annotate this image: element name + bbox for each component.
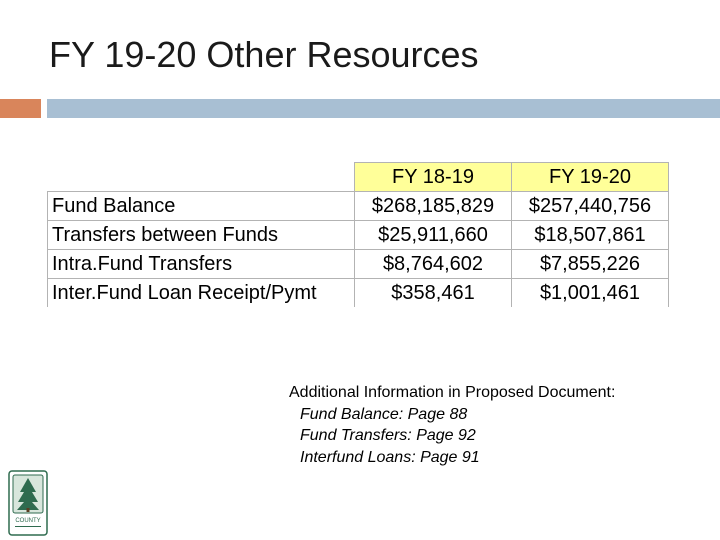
info-line-fund-balance: Fund Balance: Page 88 bbox=[300, 405, 468, 423]
row-label: Fund Balance bbox=[48, 192, 355, 221]
logo-text: COUNTY bbox=[15, 518, 41, 524]
table-row bbox=[48, 250, 669, 279]
slide-title: FY 19-20 Other Resources bbox=[49, 34, 479, 75]
row-label: Inter.Fund Loan Receipt/Pymt bbox=[48, 279, 355, 308]
value-fy1819: $25,911,660 bbox=[355, 221, 512, 250]
accent-bar-blue bbox=[47, 99, 720, 118]
table-row bbox=[48, 221, 669, 250]
table-row bbox=[48, 192, 669, 221]
header-blank-cell bbox=[48, 163, 355, 192]
value-fy1920: $1,001,461 bbox=[512, 279, 669, 308]
info-line-fund-transfers: Fund Transfers: Page 92 bbox=[300, 427, 476, 444]
info-line-interfund-loans: Interfund Loans: Page 91 bbox=[300, 448, 480, 466]
row-label: Transfers between Funds bbox=[48, 221, 355, 250]
value-fy1920: $7,855,226 bbox=[512, 250, 669, 279]
column-header-fy1819: FY 18-19 bbox=[355, 163, 512, 192]
value-fy1920: $18,507,861 bbox=[512, 221, 669, 250]
county-logo-icon bbox=[8, 470, 48, 536]
info-heading: Additional Information in Proposed Document: bbox=[289, 384, 616, 401]
value-fy1920: $257,440,756 bbox=[512, 192, 669, 221]
value-fy1819: $268,185,829 bbox=[355, 192, 512, 221]
other-resources-table bbox=[47, 162, 669, 307]
additional-info-note bbox=[289, 382, 615, 468]
row-label: Intra.Fund Transfers bbox=[48, 250, 355, 279]
accent-bar-orange bbox=[0, 99, 41, 118]
table-header-row bbox=[48, 163, 669, 192]
value-fy1819: $8,764,602 bbox=[355, 250, 512, 279]
value-fy1819: $358,461 bbox=[355, 279, 512, 308]
table-row bbox=[48, 279, 669, 308]
column-header-fy1920: FY 19-20 bbox=[512, 163, 669, 192]
